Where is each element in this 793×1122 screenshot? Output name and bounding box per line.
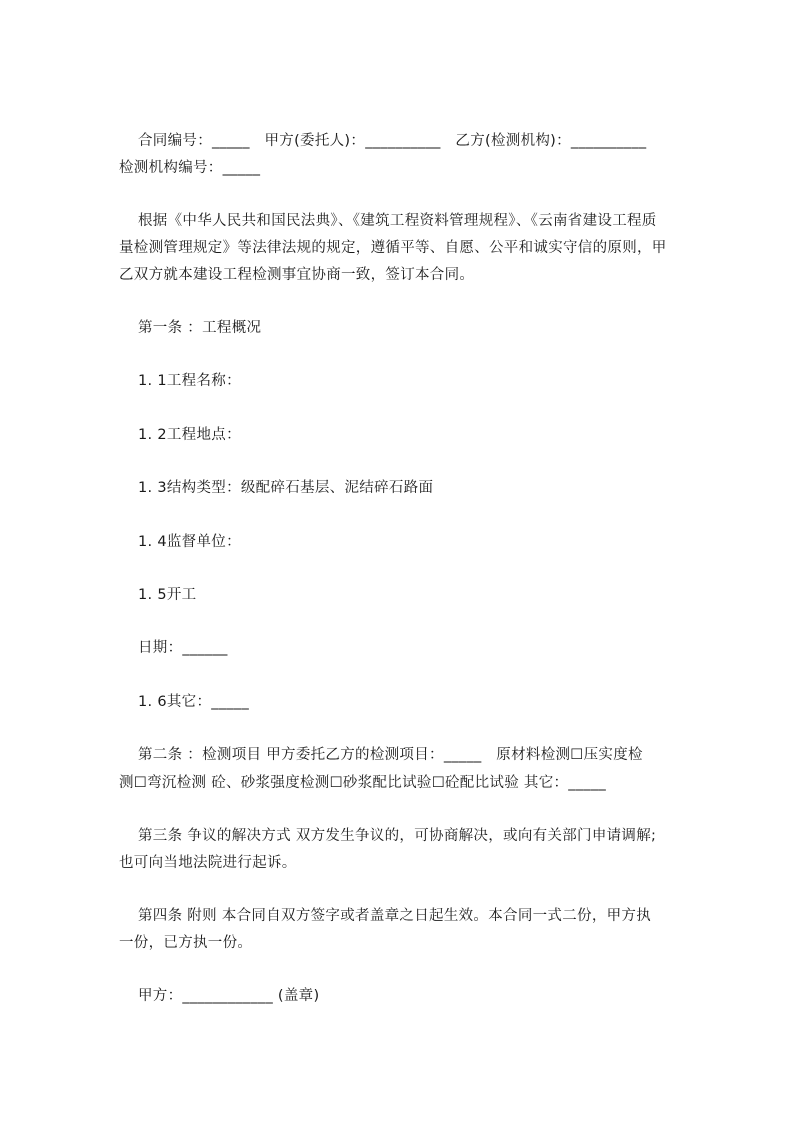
start-date-item: 日期：______ xyxy=(138,640,228,656)
preamble-line-3: 乙双方就本建设工程检测事宜协商一致，签订本合同。 xyxy=(119,267,475,283)
party-a-signature-line: 甲方：____________ (盖章) xyxy=(138,988,320,1004)
article-4-line-2: 一份，已方执一份。 xyxy=(119,935,253,951)
header-agency-number-line: 检测机构编号：_____ xyxy=(119,160,261,176)
preamble-line-2: 量检测管理规定》等法律法规的规定，遵循平等、自愿、公平和诚实守信的原则，甲 xyxy=(119,240,667,256)
article-2-line-2: 测☐弯沉检测 砼、砂浆强度检测☐砂浆配比试验☐砼配比试验 其它：_____ xyxy=(119,775,607,791)
article-2-line-1: 第二条 ：检测项目 甲方委托乙方的检测项目：_____ 原材料检测☐压实度检 xyxy=(138,747,643,763)
start-work-item: 1. 5开工 xyxy=(138,587,197,603)
other-item: 1. 6其它：_____ xyxy=(138,694,250,710)
preamble-line-1: 根据《中华人民共和国民法典》、《建筑工程资料管理规程》、《云南省建设工程质 xyxy=(138,213,657,229)
project-location-item: 1. 2工程地点： xyxy=(138,427,241,443)
structure-type-item: 1. 3结构类型：级配碎石基层、泥结碎石路面 xyxy=(138,480,434,496)
supervision-unit-item: 1. 4监督单位： xyxy=(138,534,241,550)
article-4-line-1: 第四条 附则 本合同自双方签字或者盖章之日起生效。本合同一式二份，甲方执 xyxy=(138,908,652,924)
article-1-title: 第一条 ：工程概况 xyxy=(138,320,262,336)
project-name-item: 1. 1工程名称： xyxy=(138,373,241,389)
article-3-line-1: 第三条 争议的解决方式 双方发生争议的，可协商解决，或向有关部门申请调解; xyxy=(138,828,657,844)
header-contract-parties-line: 合同编号：_____ 甲方(委托人)：__________ 乙方(检测机构)：__________ xyxy=(138,133,647,149)
article-3-line-2: 也可向当地法院进行起诉。 xyxy=(119,855,297,871)
